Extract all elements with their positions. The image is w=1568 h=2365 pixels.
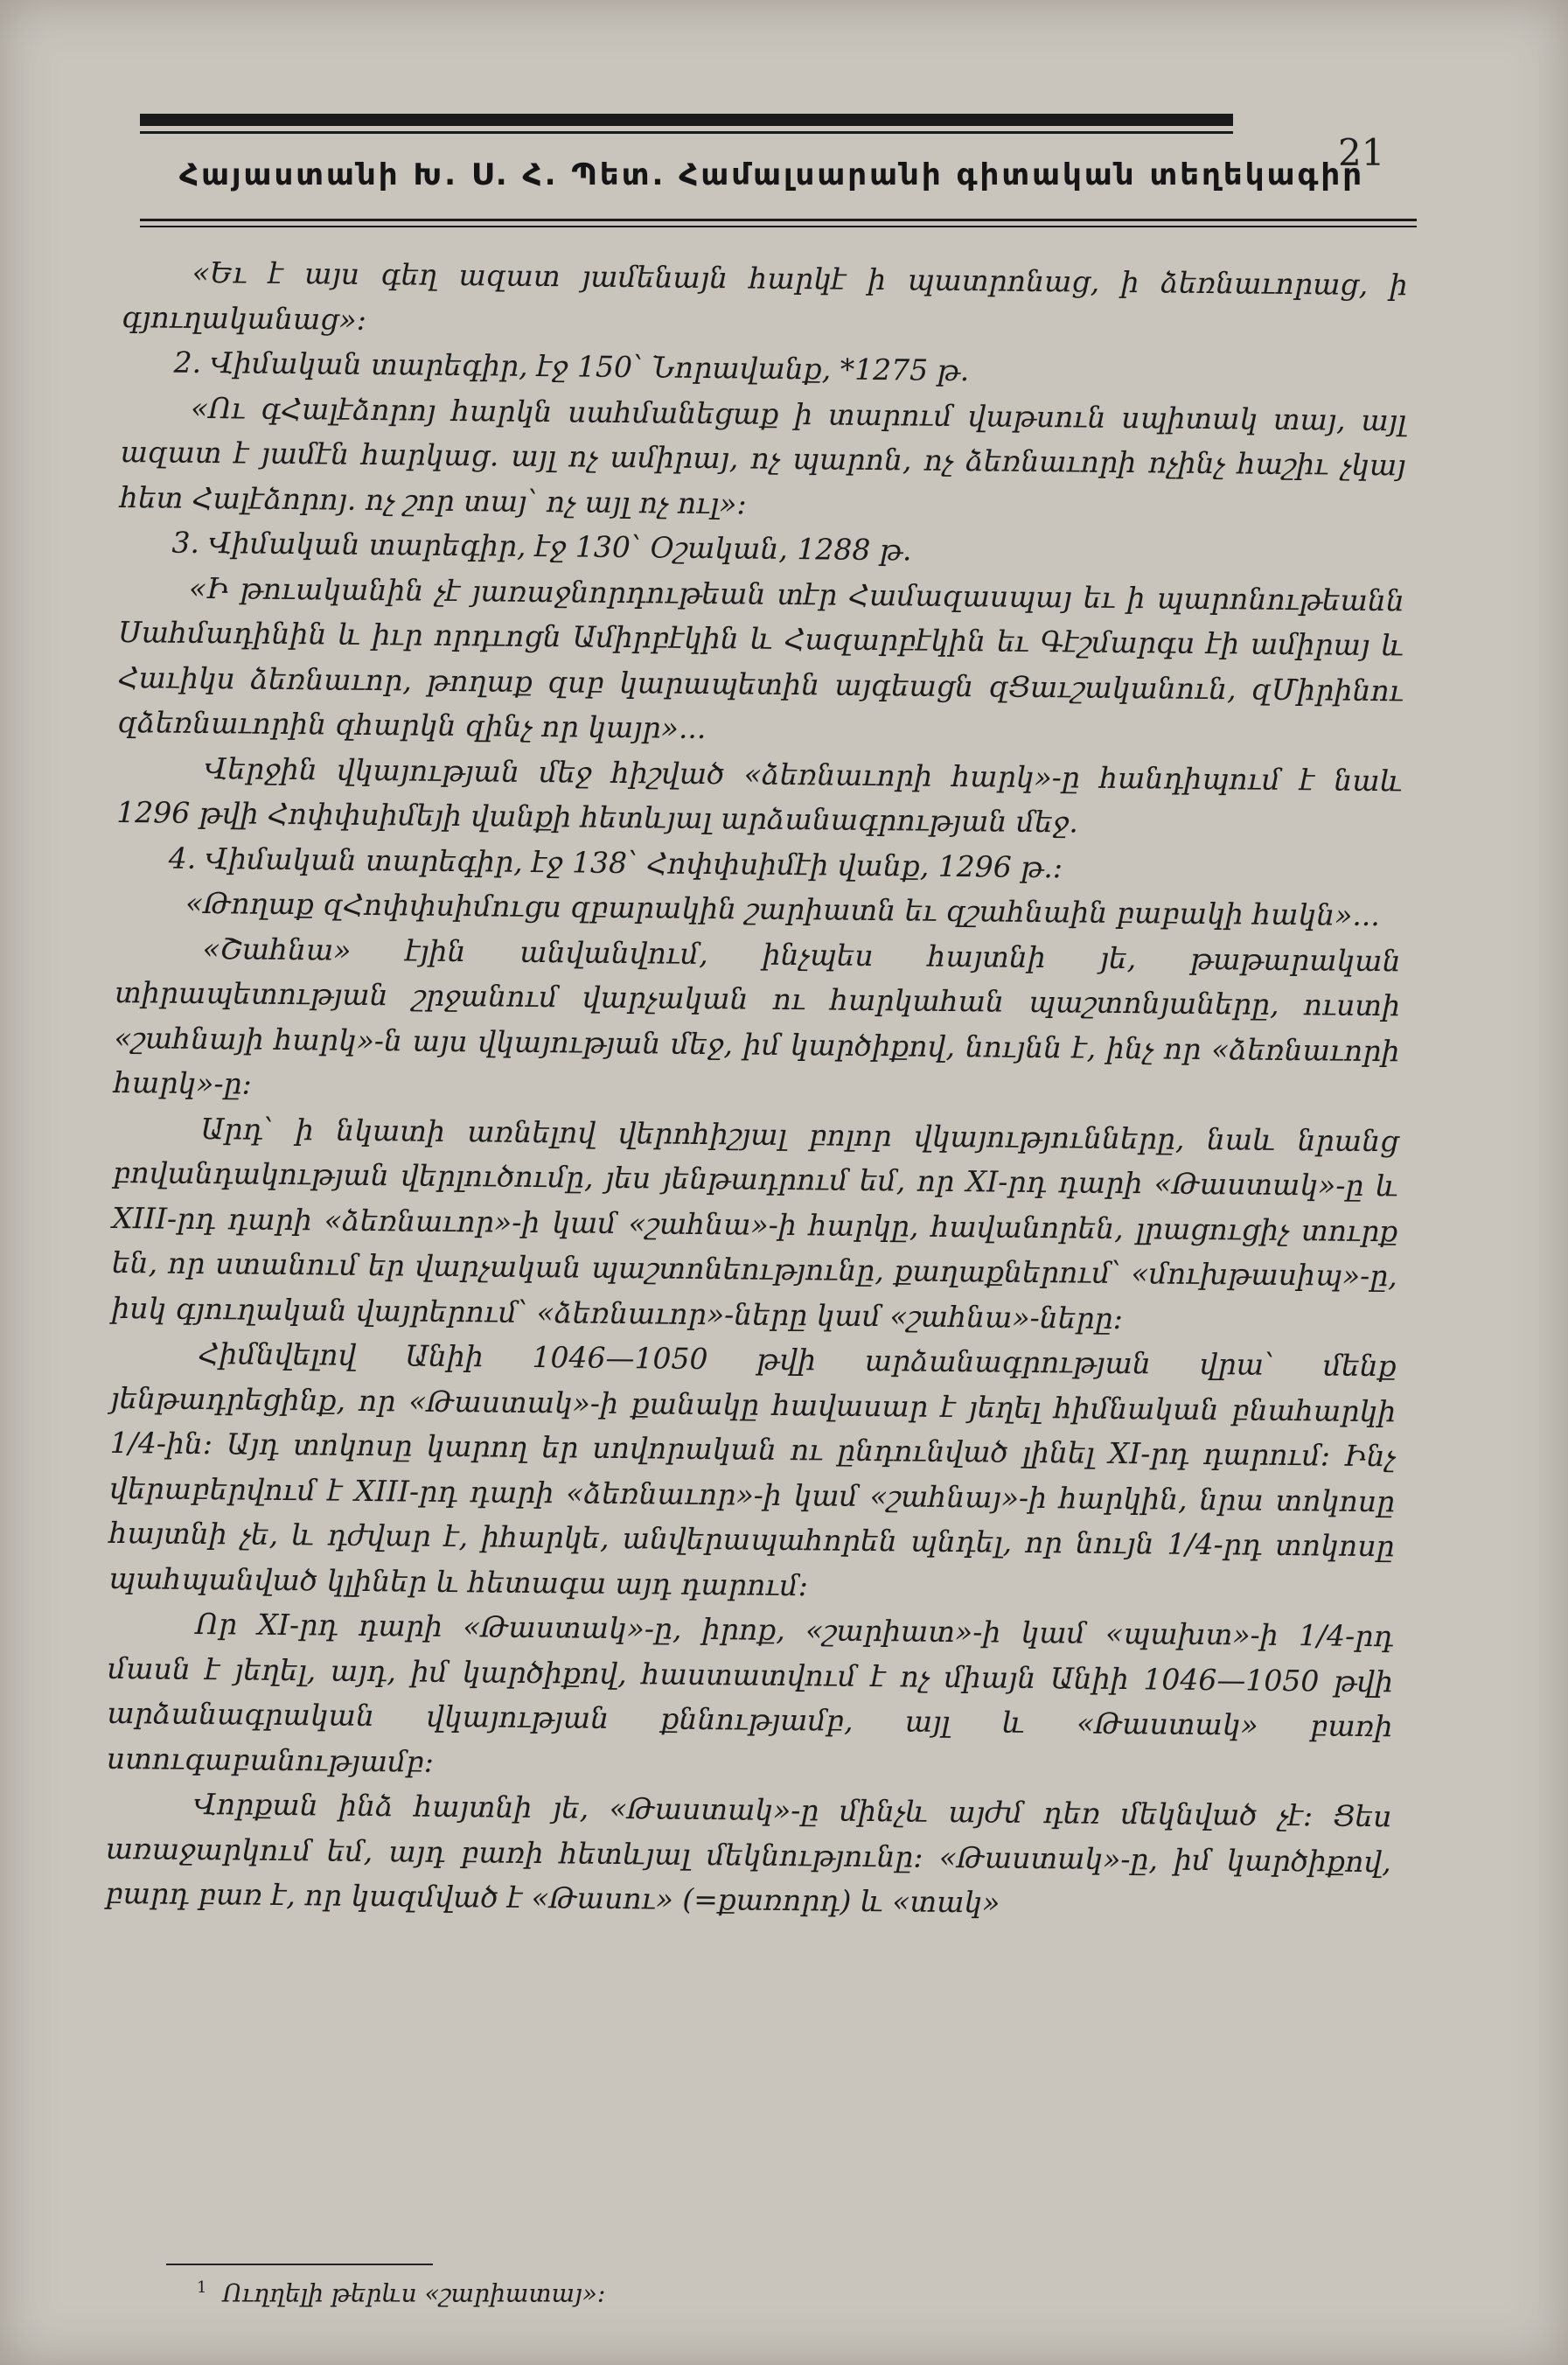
text-paragraph: Հիմնվելով Անիի 1046—1050 թվի արձանագրության վրա՝ մենք յենթադրեցինք, որ «Թաստակ»-ի քանակը հավասար է յեղել հիմնական բնահարկի 1/4-ին։ Այդ տոկոսը կարող եր սովորական ու ընդունված լինել XI-րդ դարում։ Ինչ վերաբերվում է XIII-րդ դարի «ձեռնաւոր»-ի կամ «շահնայ»-ի հարկին, նրա տոկոսը հայտնի չե, և դժվար է, իհարկե, անվերապահորեն պնդել, որ նույն 1/4-րդ տոկոսը պահպանված կլիներ և հետագա այդ դարում։: [108, 1336, 1397, 1602]
header-rule-bottom: [140, 219, 1417, 221]
footnote-marker: 1: [197, 2278, 207, 2297]
source-item: 2. Վիմական տարեգիր, էջ 150՝ Նորավանք, *1275 թ.: [173, 345, 970, 388]
header-rule-thick: [140, 114, 1233, 126]
footnote-rule: [166, 2264, 433, 2265]
footnote-text: Ուղղելի թերևս «շարիատայ»։: [222, 2278, 606, 2308]
text-paragraph: Վորքան ինձ հայտնի յե, «Թաստակ»-ը մինչև այժմ դեռ մեկնված չէ։ Ցես առաջարկում եմ, այդ բառի հետևյալ մեկնությունը։ «Թաստակ»-ը, իմ կարծիքով, բարդ բառ է, որ կազմված է «Թասու» (=քառորդ) և «տակ»: [105, 1786, 1392, 1920]
footnote: [197, 2278, 605, 2307]
quote-paragraph: «Ի թուականին չէ յառաջնորդութեան տէր Համազասպայ եւ ի պարոնութեանն Սահմադինին և իւր որդւոցն Ամիրբէկին և Հազարբէկին եւ Գէշմարգս էի ամիրայ և Հաւիկս ձեռնաւոր, թողաք զսբ կարապետին այգեացն զՑաւշականուն, զՄիրինու զձեռնաւորին զհարկն զինչ որ կայր»...: [117, 570, 1405, 746]
page-number: 21: [1338, 131, 1385, 174]
header-rule-thin: [140, 131, 1233, 134]
body-text: [105, 249, 1408, 1929]
header-rule-bottom-thin: [140, 226, 1417, 227]
source-item: 4. Վիմական տարեգիր, էջ 138՝ Հոփփսիմէի վանք, 1296 թ.։: [168, 841, 1063, 884]
text-paragraph: «Շահնա» էյին անվանվում, ինչպես հայտնի յե, թաթարական տիրապետության շրջանում վարչական ու հարկահան պաշտոնյաները, ուստի «շահնայի հարկ»-ն այս վկայության մեջ, իմ կարծիքով, նույնն է, ինչ որ «ձեռնաւորի հարկ»-ը։: [113, 931, 1401, 1101]
quote-paragraph: «Թողաք զՀոփփսիմուցս զբարակին շարիատն եւ զշահնաին բաբակի հակն»...: [185, 885, 1381, 933]
text-paragraph: Վերջին վկայության մեջ հիշված «ձեռնաւորի հարկ»-ը հանդիպում է նաև 1296 թվի Հոփփսիմեյի վանքի հետևյալ արձանագրության մեջ.: [116, 750, 1403, 840]
text-paragraph: Արդ՝ ի նկատի առնելով վերոհիշյալ բոլոր վկայությունները, նաև նրանց բովանդակության վերլուծումը, յես յենթադրում եմ, որ XI-րդ դարի «Թաստակ»-ը և XIII-րդ դարի «ձեռնաւոր»-ի կամ «շահնա»-ի հարկը, հավանորեն, լրացուցիչ տուրք են, որ ստանում եր վարչական պաշտոնեությունը, քաղաքներում՝ «մուխթասիպ»-ը, իսկ գյուղական վայրերում՝ «ձեռնաւոր»-ները կամ «շահնա»-ները։: [111, 1111, 1399, 1336]
text-paragraph: Որ XI-րդ դարի «Թաստակ»-ը, իրոք, «շարիատ»-ի կամ «պախտ»-ի 1/4-րդ մասն է յեղել, այդ, իմ կարծիքով, հաստատվում է ոչ միայն Անիի 1046—1050 թվի արձանագրական վկայության քննությամբ, այլ և «Թաստակ» բառի ստուգաբանությամբ։: [106, 1606, 1394, 1779]
quote-paragraph: «Ու գՀալէձորոյ հարկն սահմանեցաք ի տարում վաթսուն սպիտակ տայ, այլ ազատ է յամէն հարկաց. այլ ոչ ամիրայ, ոչ պարոն, ոչ ձեռնաւորի ոչինչ հաշիւ չկայ հետ Հալէձորոյ. ոչ շոր տայ՝ ոչ այլ ոչ ուլ»։: [119, 390, 1407, 520]
quote-paragraph: «Եւ է այս գեղ ազատ յամենայն հարկէ ի պատրոնաց, ի ձեռնաւորաց, ի գյուղականաց»։: [121, 255, 1408, 337]
source-item: 3. Վիմական տարեգիր, էջ 130՝ Օշական, 1288 թ.: [171, 525, 912, 568]
running-header-title: Հայաստանի Խ. Ս. Հ. Պետ. Համալսարանի գիտական տեղեկագիր: [179, 157, 1365, 192]
